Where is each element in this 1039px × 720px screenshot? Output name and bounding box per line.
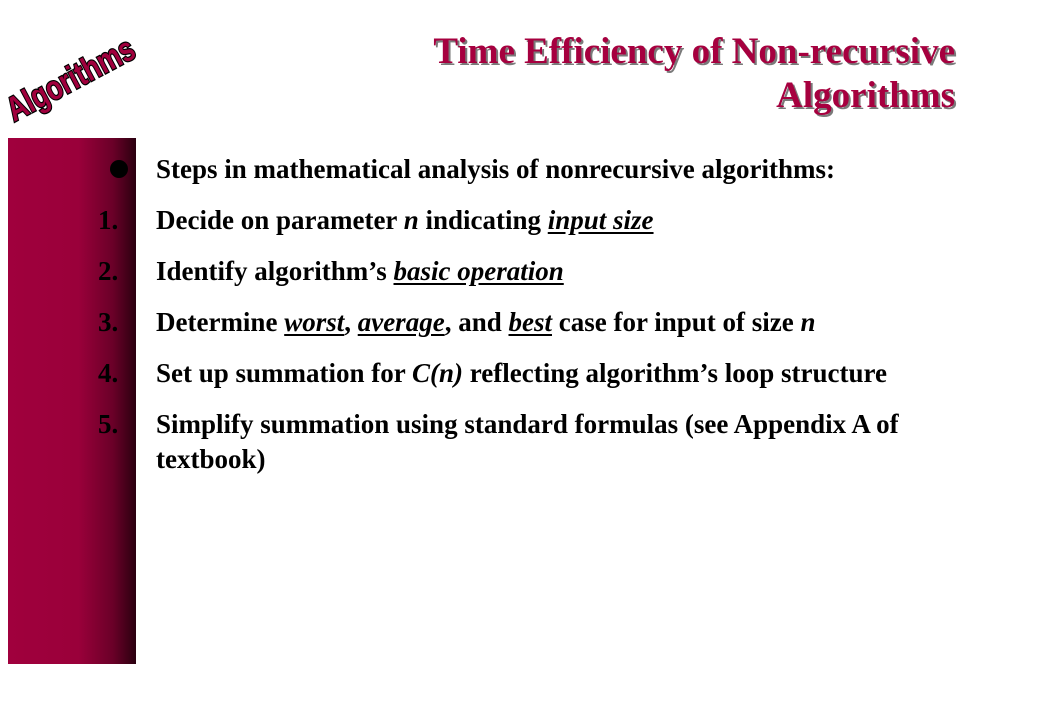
step-text-underlined: input size <box>547 205 654 235</box>
step-item <box>0 305 1039 340</box>
step-number: 3. <box>98 307 119 337</box>
step-text-part: Decide on parameter <box>156 205 404 235</box>
step-text-italic: C(n) <box>412 358 464 388</box>
step-text <box>156 305 956 340</box>
step-item <box>0 203 1039 238</box>
slide-content <box>0 152 1039 493</box>
step-text <box>156 407 956 477</box>
step-number: 5. <box>98 409 119 439</box>
step-text-part: indicating <box>418 205 548 235</box>
step-text <box>156 356 956 391</box>
page-title <box>433 30 955 118</box>
intro-text: Steps in mathematical analysis of nonrecursive algorithms: <box>156 154 835 184</box>
step-number: 2. <box>98 256 119 286</box>
logo-text: Algorithms <box>0 11 177 130</box>
title-line-2: Algorithms <box>776 75 955 116</box>
step-text <box>156 203 956 238</box>
step-text-part: , and <box>444 307 509 337</box>
step-text-italic: n <box>800 307 816 337</box>
step-text-part: case for input of size <box>551 307 801 337</box>
step-text-part: , <box>344 307 358 337</box>
step-item <box>0 254 1039 289</box>
step-number: 4. <box>98 358 119 388</box>
step-text-underlined: average <box>357 307 445 337</box>
step-text-part: Simplify summation using standard formulas (see Appendix A of textbook) <box>156 409 899 474</box>
step-item <box>0 356 1039 391</box>
step-text-part: reflecting algorithm’s loop structure <box>463 358 887 388</box>
step-text-underlined: best <box>508 307 552 337</box>
bullet-dot-icon <box>110 160 128 178</box>
step-item <box>0 407 1039 477</box>
step-text-italic: n <box>403 205 419 235</box>
step-text-underlined: worst <box>284 307 345 337</box>
algorithms-logo <box>0 11 177 140</box>
step-text <box>156 254 956 289</box>
step-text-part: Set up summation for <box>156 358 413 388</box>
intro-bullet <box>0 152 1039 187</box>
title-line-1: Time Efficiency of Non-recursive <box>433 31 955 72</box>
step-text-underlined: basic operation <box>393 256 564 286</box>
step-number: 1. <box>98 205 119 235</box>
step-text-part: Determine <box>156 307 285 337</box>
step-text-part: Identify algorithm’s <box>156 256 394 286</box>
